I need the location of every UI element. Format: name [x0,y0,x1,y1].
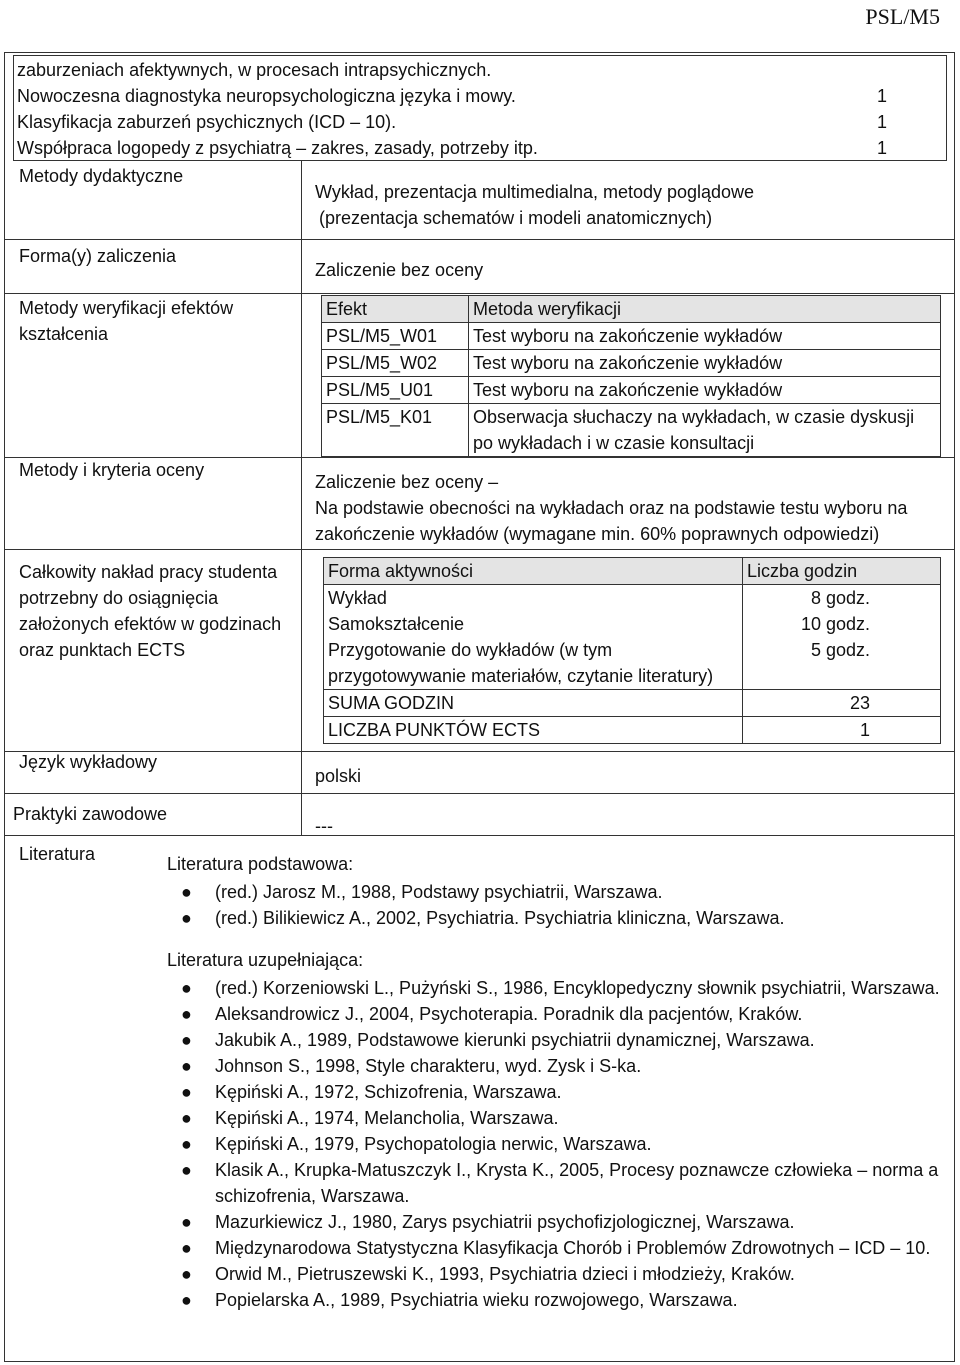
document-code: PSL/M5 [865,4,940,29]
sum-value: 23 [743,690,941,717]
ects-row [324,717,941,744]
methods-label: Metody dydaktyczne [19,166,184,186]
bullet-icon: ● [181,1030,192,1050]
row-divider [5,293,954,294]
bullet-icon: ● [181,1108,192,1128]
table-row [324,637,941,690]
verification-method: Test wyboru na zakończenie wykładów [469,323,941,350]
criteria-line1: Zaliczenie bez oceny – [315,472,499,492]
header-effect: Efekt [322,296,469,323]
effect-code: PSL/M5_U01 [322,377,469,404]
activity-name: Wykład [324,585,743,612]
activity-name: Przygotowanie do wykładów (w tym przygotowywanie materiałów, czytanie literatury) [324,637,743,690]
verification-label-line1: Metody weryfikacji efektów [19,298,234,318]
table-row [324,611,941,637]
table-row [322,377,941,404]
language-label: Język wykładowy [19,752,158,772]
topic-line: Współpraca logopedy z psychiatrą – zakres, zasady, potrzeby itp. 1 [17,135,954,161]
methods-value-line2: (prezentacja schematów i modeli anatomicznych) [319,208,713,228]
header-hours: Liczba godzin [743,558,941,585]
list-item: ● Kępiński A., 1979, Psychopatologia nerwic, Warszawa. [167,1131,947,1157]
table-row [322,404,941,457]
practice-value: --- [315,816,333,836]
list-item: ● Popielarska A., 1989, Psychiatria wieku rozwojowego, Warszawa. [167,1287,947,1313]
basic-literature-heading: Literatura podstawowa: [167,854,354,874]
basic-literature-list [167,879,947,931]
verification-table [321,295,941,457]
header-method: Metoda weryfikacji [469,296,941,323]
workload-table [323,557,941,744]
verification-method: Test wyboru na zakończenie wykładów [469,350,941,377]
workload-label-line4: oraz punktach ECTS [19,640,186,660]
activity-hours: 8 godz. [743,585,941,612]
verification-method: Test wyboru na zakończenie wykładów [469,377,941,404]
bullet-icon: ● [181,908,192,928]
topic-hours: 1 [877,138,888,158]
bullet-icon: ● [181,1134,192,1154]
bullet-icon: ● [181,882,192,902]
list-item: ● Klasik A., Krupka-Matuszczyk I., Krysta K., 2005, Procesy poznawcze człowieka – norma a schizofrenia, Warszawa. [167,1157,947,1209]
literature-block [167,851,947,1313]
verification-label-line2: kształcenia [19,324,109,344]
header-activity: Forma aktywności [324,558,743,585]
list-item: ● (red.) Jarosz M., 1988, Podstawy psychiatrii, Warszawa. [167,879,947,905]
list-item: ● Johnson S., 1998, Style charakteru, wyd. Zysk i S-ka. [167,1053,947,1079]
activity-name: Samokształcenie [324,611,743,637]
list-item: ● (red.) Korzeniowski L., Pużyński S., 1986, Encyklopedyczny słownik psychiatrii, Warszawa. [167,975,947,1001]
methods-value-line1: Wykład, prezentacja multimedialna, metody poglądowe [315,182,755,202]
form-label: Forma(y) zaliczenia [19,246,177,266]
language-value: polski [315,766,362,786]
criteria-line3: zakończenie wykładów (wymagane min. 60% poprawnych odpowiedzi) [315,524,880,544]
list-item: ● Kępiński A., 1972, Schizofrenia, Warszawa. [167,1079,947,1105]
bullet-icon: ● [181,978,192,998]
workload-label-line1: Całkowity nakład pracy studenta [19,562,278,582]
ects-value: 1 [743,717,941,744]
bullet-icon: ● [181,1160,192,1180]
bullet-icon: ● [181,1290,192,1310]
list-item: ● Kępiński A., 1974, Melancholia, Warszawa. [167,1105,947,1131]
list-item: ● Orwid M., Pietruszewski K., 1993, Psychiatria dzieci i młodzieży, Kraków. [167,1261,947,1287]
bullet-icon: ● [181,1082,192,1102]
activity-hours: 5 godz. [743,637,941,690]
criteria-line2: Na podstawie obecności na wykładach oraz na podstawie testu wyboru na [315,498,908,518]
workload-label-line3: założonych efektów w godzinach [19,614,282,634]
row-divider [5,793,954,794]
bullet-icon: ● [181,1238,192,1258]
verification-method: Obserwacja słuchaczy na wykładach, w czasie dyskusji po wykładach i w czasie konsultacji [469,404,941,457]
bullet-icon: ● [181,1264,192,1284]
extra-literature-heading: Literatura uzupełniająca: [167,950,364,970]
row-divider [5,549,954,550]
topic-line: Nowoczesna diagnostyka neuropsychologiczna języka i mowy. 1 [17,83,954,109]
criteria-label: Metody i kryteria oceny [19,460,205,480]
form-value: Zaliczenie bez oceny [315,260,484,280]
sum-row [324,690,941,717]
list-item: ● Mazurkiewicz J., 1980, Zarys psychiatrii psychofizjologicznej, Warszawa. [167,1209,947,1235]
list-item: ● Jakubik A., 1989, Podstawowe kierunki psychiatrii dynamicznej, Warszawa. [167,1027,947,1053]
list-item: ● Międzynarodowa Statystyczna Klasyfikacja Chorób i Problemów Zdrowotnych – ICD – 10. [167,1235,947,1261]
table-row [322,323,941,350]
list-item: ● Aleksandrowicz J., 2004, Psychoterapia. Poradnik dla pacjentów, Kraków. [167,1001,947,1027]
bullet-icon: ● [181,1004,192,1024]
row-divider [5,239,954,240]
topic-line: zaburzeniach afektywnych, w procesach intrapsychicznych. [17,60,492,80]
sum-label: SUMA GODZIN [324,690,743,717]
topic-hours: 1 [877,86,888,106]
effect-code: PSL/M5_W01 [322,323,469,350]
extra-literature-list [167,975,947,1313]
ects-label: LICZBA PUNKTÓW ECTS [324,717,743,744]
row-divider [5,835,954,836]
column-divider [301,161,302,835]
workload-label-line2: potrzebny do osiągnięcia [19,588,219,608]
table-header-row [324,558,941,585]
table-header-row [322,296,941,323]
effect-code: PSL/M5_K01 [322,404,469,457]
topic-hours: 1 [877,112,888,132]
table-row [322,350,941,377]
effect-code: PSL/M5_W02 [322,350,469,377]
bullet-icon: ● [181,1056,192,1076]
practice-label: Praktyki zawodowe [13,804,168,824]
bullet-icon: ● [181,1212,192,1232]
topic-line: Klasyfikacja zaburzeń psychicznych (ICD – 10). 1 [17,109,954,135]
syllabus-table [4,52,955,1362]
activity-hours: 10 godz. [743,611,941,637]
list-item: ● (red.) Bilikiewicz A., 2002, Psychiatria. Psychiatria kliniczna, Warszawa. [167,905,947,931]
literature-label: Literatura [19,844,96,864]
table-row [324,585,941,612]
